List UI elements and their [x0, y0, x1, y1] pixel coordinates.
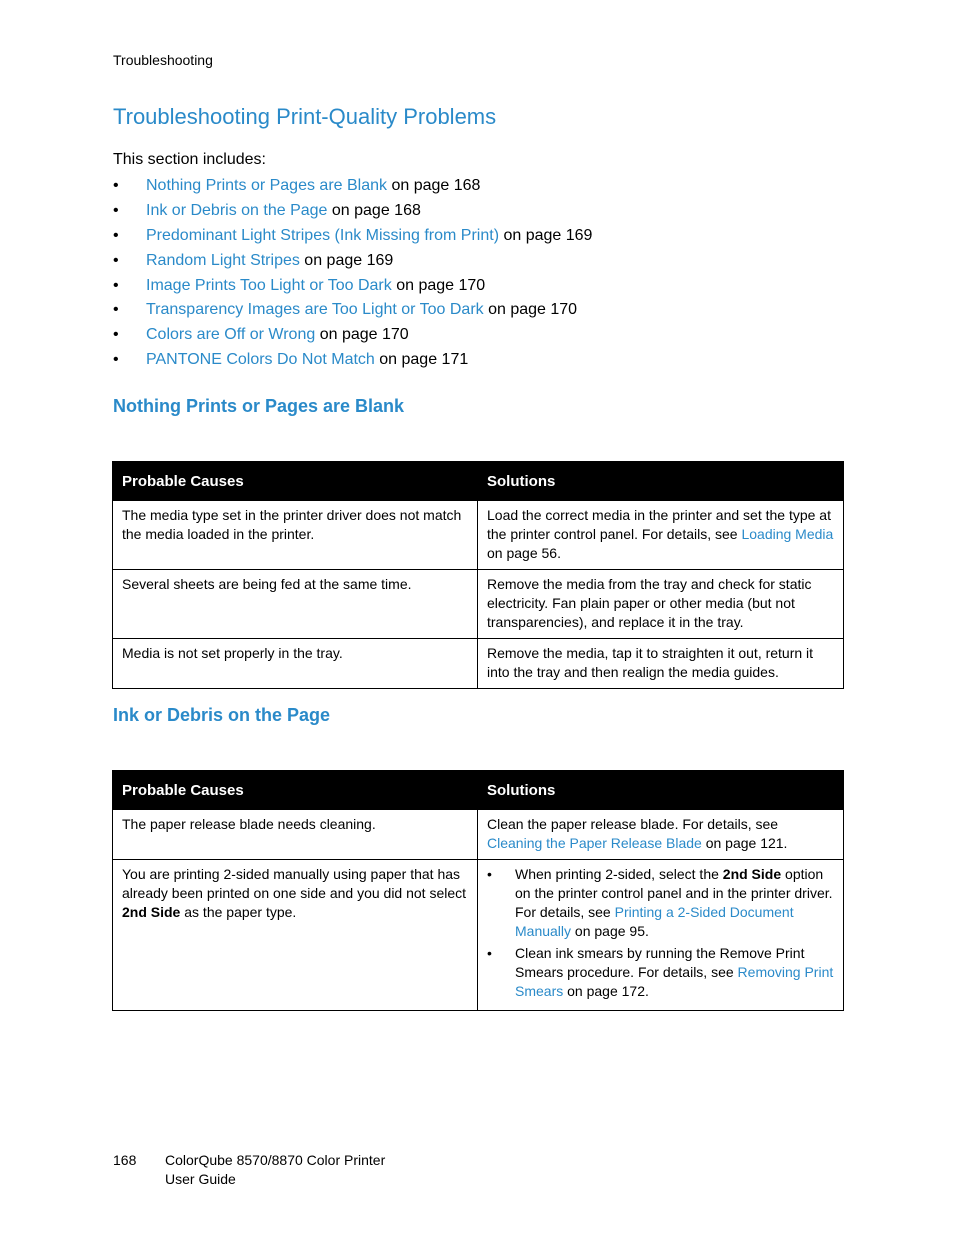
cause-cell [113, 860, 478, 1011]
toc-link[interactable]: PANTONE Colors Do Not Match [146, 351, 375, 369]
solution-text: option on the printer control panel and in the printer driver. For details, see [515, 866, 833, 920]
toc-link[interactable]: Colors are Off or Wrong [146, 326, 316, 344]
page-number: 168 [113, 1152, 137, 1168]
page-reference: on page 170 [391, 276, 486, 294]
cause-text: You are printing 2-sided manually using paper that has already been printed on one side and you did not select [122, 866, 467, 901]
column-header-causes: Probable Causes [113, 771, 478, 810]
bullet-icon: • [113, 226, 119, 244]
cause-cell: The paper release blade needs cleaning. [113, 810, 478, 860]
guide-title: User Guide [165, 1171, 236, 1187]
table-row [113, 860, 844, 1011]
bullet-icon: • [113, 326, 119, 344]
causes-solutions-table [112, 770, 844, 1011]
solution-list [487, 865, 834, 1001]
toc-link[interactable]: Ink or Debris on the Page [146, 201, 328, 219]
cross-reference-link[interactable]: Loading Media [741, 526, 834, 542]
cross-reference-link[interactable]: Removing Print Smears [515, 964, 834, 999]
bullet-icon: • [487, 945, 492, 961]
bullet-icon: • [113, 251, 119, 269]
causes-solutions-table [112, 461, 844, 689]
page-title: Troubleshooting Print-Quality Problems [113, 104, 497, 129]
page-reference: on page 169 [499, 226, 593, 244]
page-reference: on page 171 [374, 351, 469, 369]
page-reference: on page 170 [315, 326, 409, 344]
table-header-row [113, 462, 844, 501]
cross-reference-link[interactable]: Printing a 2-Sided Document Manually [515, 904, 794, 939]
page-reference: on page 168 [387, 177, 481, 194]
table-row [113, 810, 844, 860]
list-item [113, 325, 592, 350]
solution-cell [478, 501, 844, 570]
solution-cell [478, 860, 844, 1011]
solution-cell: Remove the media from the tray and check for static electricity. Fan plain paper or other media (but not transparencies), and replace it in the tray. [478, 570, 844, 639]
section-contents-list [113, 176, 592, 375]
solution-emphasis: 2nd Side [722, 866, 782, 882]
toc-link[interactable]: Random Light Stripes [146, 251, 300, 269]
intro-text: This section includes: [113, 151, 266, 168]
table-row [113, 501, 844, 570]
bullet-icon: • [487, 866, 492, 882]
page-reference: on page 95. [571, 923, 649, 939]
page-reference: on page 169 [299, 251, 394, 269]
toc-link[interactable]: Image Prints Too Light or Too Dark [146, 276, 392, 294]
page-reference: on page 121. [701, 835, 788, 851]
column-header-solutions: Solutions [478, 462, 844, 501]
bullet-icon: • [113, 351, 119, 369]
bullet-icon: • [113, 276, 119, 294]
toc-link[interactable]: Transparency Images are Too Light or Too Dark [146, 301, 484, 319]
solution-text: When printing 2-sided, select the [515, 866, 723, 882]
cause-cell: Several sheets are being fed at the same time. [113, 570, 478, 639]
solution-cell [478, 810, 844, 860]
list-item [487, 865, 834, 941]
list-item [113, 300, 592, 325]
solution-text: Clean ink smears by running the Remove Print Smears procedure. For details, see [515, 945, 805, 980]
solution-text: Clean the paper release blade. For details, see [487, 816, 779, 832]
page-reference: on page 170 [483, 301, 578, 319]
list-item [113, 276, 592, 301]
cause-cell: The media type set in the printer driver does not match the media loaded in the printer. [113, 501, 478, 570]
list-item [113, 251, 592, 276]
column-header-causes: Probable Causes [113, 462, 478, 501]
list-item [113, 350, 592, 375]
toc-link[interactable]: Nothing Prints or Pages are Blank [146, 177, 388, 194]
toc-link[interactable]: Predominant Light Stripes (Ink Missing from Print) [146, 226, 500, 244]
table-row [113, 570, 844, 639]
bullet-icon: • [113, 201, 119, 219]
running-header: Troubleshooting [113, 52, 213, 68]
list-item [113, 226, 592, 251]
page-reference: on page 168 [327, 201, 421, 219]
cause-text: as the paper type. [180, 904, 297, 920]
list-item [113, 201, 592, 226]
solution-cell: Remove the media, tap it to straighten it out, return it into the tray and then realign the media guides. [478, 639, 844, 689]
product-name [165, 1151, 385, 1189]
section-heading-ink-debris: Ink or Debris on the Page [113, 705, 331, 725]
page-reference: on page 56. [487, 545, 561, 561]
bullet-icon: • [113, 301, 119, 319]
table-row [113, 639, 844, 689]
bullet-icon: • [113, 177, 119, 194]
column-header-solutions: Solutions [478, 771, 844, 810]
solution-text: Load the correct media in the printer and set the type at the printer control panel. For details, see [487, 507, 831, 542]
cause-cell: Media is not set properly in the tray. [113, 639, 478, 689]
product-line: ColorQube 8570/8870 Color Printer [165, 1152, 386, 1168]
cause-emphasis: 2nd Side [122, 904, 181, 920]
list-item [487, 944, 834, 1001]
list-item [113, 176, 592, 201]
cross-reference-link[interactable]: Cleaning the Paper Release Blade [487, 835, 702, 851]
page-reference: on page 172. [563, 983, 649, 999]
table-header-row [113, 771, 844, 810]
section-heading-nothing-prints: Nothing Prints or Pages are Blank [113, 396, 405, 416]
